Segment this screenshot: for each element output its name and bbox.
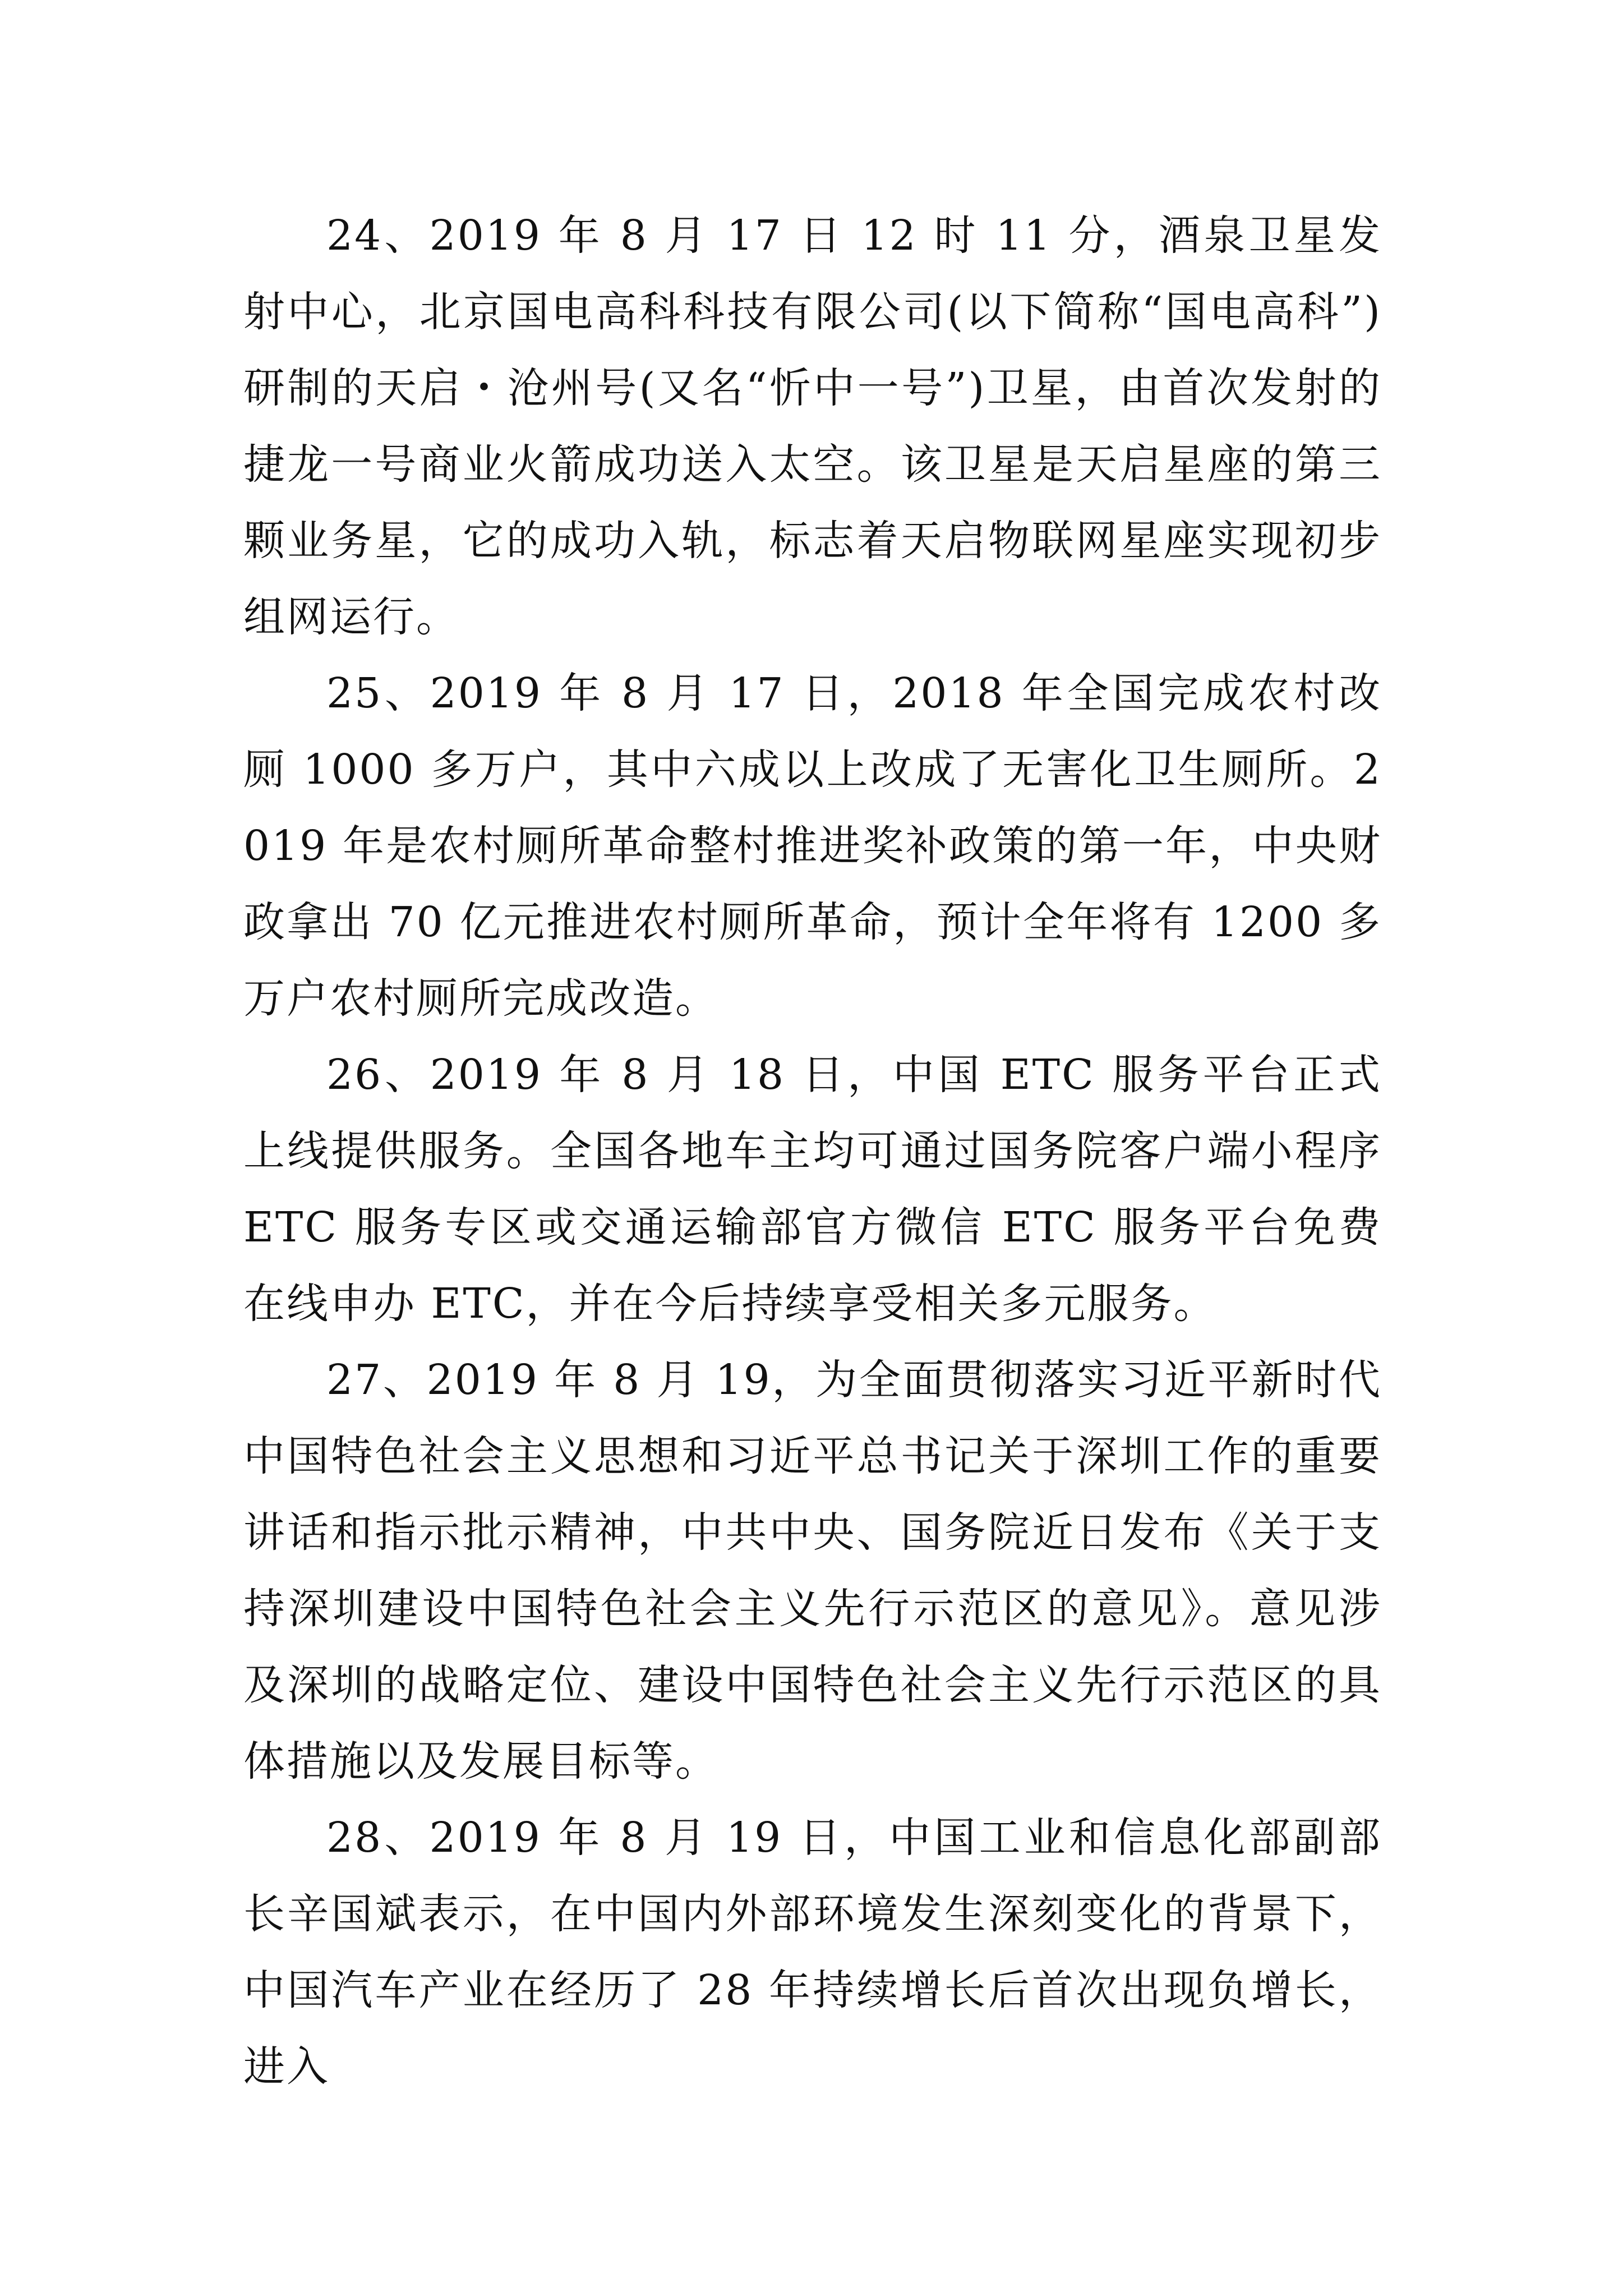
paragraph-27: 27、2019 年 8 月 19，为全面贯彻落实习近平新时代中国特色社会主义思想和习近平总书记关于深圳工作的重要讲话和指示批示精神，中共中央、国务院近日发布《关于支持深圳建设中国特色社会主义先行示范区的意见》。意见涉及深圳的战略定位、建设中国特色社会主义先行示范区的具体措施以及发展目标等。 bbox=[243, 1356, 1382, 1786]
paragraph-28: 28、2019 年 8 月 19 日，中国工业和信息化部副部长辛国斌表示，在中国内外部环境发生深刻变化的背景下，中国汽车产业在经历了 28 年持续增长后首次出现负增长，进入 bbox=[243, 1814, 1382, 2091]
paragraph-25: 25、2019 年 8 月 17 日，2018 年全国完成农村改厕 1000 多万户，其中六成以上改成了无害化卫生厕所。2019 年是农村厕所革命整村推进奖补政策的第一年，中央财政拿出 70 亿元推进农村厕所革命，预计全年将有 1200 多万户农村厕所完成改造。 bbox=[243, 669, 1382, 1023]
paragraph-26: 26、2019 年 8 月 18 日，中国 ETC 服务平台正式上线提供服务。全国各地车主均可通过国务院客户端小程序 ETC 服务专区或交通运输部官方微信 ETC 服务平台免费在线申办 ETC，并在今后持续享受相关多元服务。 bbox=[243, 1051, 1382, 1328]
document-body bbox=[243, 197, 1382, 2105]
paragraph-24: 24、2019 年 8 月 17 日 12 时 11 分，酒泉卫星发射中心，北京国电高科科技有限公司(以下简称“国电高科”)研制的天启・沧州号(又名“忻中一号”)卫星，由首次发射的捷龙一号商业火箭成功送入太空。该卫星是天启星座的第三颗业务星，它的成功入轨，标志着天启物联网星座实现初步组网运行。 bbox=[243, 211, 1382, 641]
